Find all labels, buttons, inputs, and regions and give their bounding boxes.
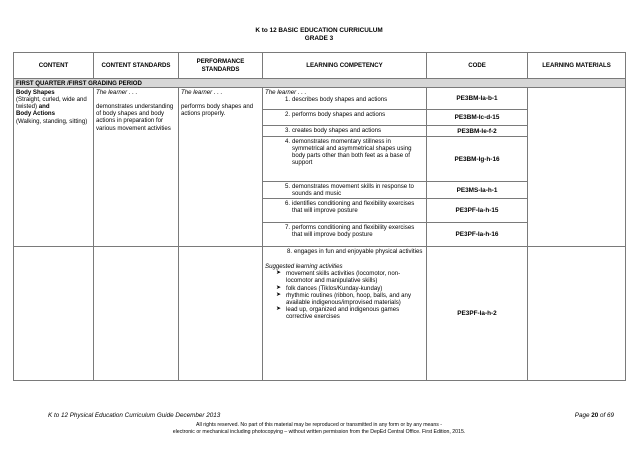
competency-text: identifies conditioning and flexibility exercises that will improve posture (292, 199, 415, 214)
col-header-code: CODE (427, 53, 528, 79)
content-cell (14, 88, 94, 247)
code-cell: PE3BM-Ig-h-16 (427, 137, 528, 182)
materials-cell (528, 88, 626, 247)
page-number: Page 20 of 69 (574, 412, 614, 419)
performance-standards-text: performs body shapes and actions properly. (181, 102, 254, 118)
suggested-list (276, 270, 424, 320)
content-standards-intro: The learner . . . (96, 88, 138, 96)
col-header-learning-competency: LEARNING COMPETENCY (263, 53, 427, 79)
competency-cell: 3. creates body shapes and actions (263, 126, 427, 137)
content-cell-empty (14, 247, 94, 381)
competency-text: describes body shapes and actions (292, 95, 388, 103)
code-cell: PE3MS-Ia-h-1 (427, 182, 528, 199)
col-header-content-standards: CONTENT STANDARDS (94, 53, 179, 79)
rights-notice: All rights reserved. No part of this material may be reproduced or transmitted in any form or by any means - electronic or mechanical including photocopying – without written permission from the DepEd Central Office. First Edition, 2015. (172, 422, 466, 435)
arrow-bullet-icon: ➤ (276, 306, 282, 313)
list-item: ➤ movement skills activities (locomotor, non-locomotor and manipulative skills) (276, 270, 401, 285)
content-body-shapes-desc: (Straight, curled, wide and twisted) (16, 95, 87, 111)
list-item: ➤ lead up, organized and indigenous games corrective exercises (276, 306, 400, 321)
performance-standards-cell-empty (179, 247, 263, 381)
code-cell: PE3BM-Ia-b-1 (427, 88, 528, 110)
col-header-performance-standards: PERFORMANCE STANDARDS (179, 53, 263, 79)
code-cell: PE3PF-Ia-h-16 (427, 223, 528, 247)
code-cell: PE3BM-Ie-f-2 (427, 126, 528, 137)
col-header-content: CONTENT (14, 53, 94, 79)
performance-standards-cell (179, 88, 263, 247)
suggested-title: Suggested learning activities (265, 262, 343, 270)
competency-cell: 4. demonstrates momentary stillness in symmetrical and asymmetrical shapes using body parts other than both feet as a base of support (263, 137, 427, 182)
table-row (14, 88, 626, 110)
competency-text: performs conditioning and flexibility exercises that will improve body posture (292, 223, 415, 238)
content-body-actions: Body Actions (16, 110, 56, 118)
code-cell: PE3PF-Ia-h-2 (427, 247, 528, 381)
table-row (14, 247, 626, 381)
competency-text: engages in fun and enjoyable physical activities (294, 247, 423, 255)
list-item: ➤ rhythmic routines (ribbon, hoop, balls, and any available indigenous/improvised materials) (276, 291, 411, 306)
content-body-actions-desc: (Walking, standing, sitting) (16, 117, 88, 125)
content-standards-cell (94, 88, 179, 247)
competency-cell: 2. performs body shapes and actions (263, 110, 427, 126)
page-header (0, 27, 638, 43)
performance-standards-intro: The learner . . . (181, 88, 223, 96)
competency-cell: 5. demonstrates movement skills in response to sounds and music (263, 182, 427, 199)
grade-label: GRADE 3 (304, 35, 334, 42)
competency-cell: 8. engages in fun and enjoyable physical activities Suggested learning activities ➤ movement skills activities (locomotor, non-locomotor and manipulative skills) ➤ folk dances (Tiklos/Kunday-kunday) ➤ rhythmic routines (ribbon, hoop, balls, and any available indigenous/improvised materials) ➤ lead up, organized and indigenous games corrective exercises (263, 247, 427, 381)
competency-intro: The learner . . . (265, 88, 307, 96)
quarter-row (14, 79, 626, 88)
quarter-label: FIRST QUARTER /FIRST GRADING PERIOD (14, 79, 626, 88)
arrow-bullet-icon: ➤ (276, 284, 282, 291)
competency-text: creates body shapes and actions (292, 126, 382, 134)
footer-guide-title: K to 12 Physical Education Curriculum Guide December 2013 (48, 412, 221, 419)
materials-cell-empty (528, 247, 626, 381)
competency-cell: The learner . . . 1. describes body shapes and actions (263, 88, 427, 110)
competency-text: demonstrates momentary stillness in symmetrical and asymmetrical shapes using body parts other than both feet as a base of support (292, 137, 412, 167)
document-title: K to 12 BASIC EDUCATION CURRICULUM (255, 27, 383, 34)
curriculum-table (13, 52, 626, 381)
competency-cell: 6. identifies conditioning and flexibility exercises that will improve posture (263, 199, 427, 223)
arrow-bullet-icon: ➤ (276, 291, 282, 298)
list-item: ➤ folk dances (Tiklos/Kunday-kunday) (276, 284, 383, 292)
competency-text: demonstrates movement skills in response to sounds and music (292, 182, 414, 197)
arrow-bullet-icon: ➤ (276, 270, 282, 277)
col-header-learning-materials: LEARNING MATERIALS (528, 53, 626, 79)
content-body-shapes: Body Shapes (16, 88, 55, 96)
competency-cell: 7. performs conditioning and flexibility exercises that will improve body posture (263, 223, 427, 247)
code-cell: PE3PF-Ia-h-15 (427, 199, 528, 223)
content-and: and (38, 103, 50, 111)
table-header-row (14, 53, 626, 79)
code-cell: PE3BM-Ic-d-15 (427, 110, 528, 126)
competency-text: performs body shapes and actions (292, 110, 386, 118)
content-standards-text: demonstrates understanding of body shapes and body actions in preparation for various movement activities (96, 102, 174, 132)
content-standards-cell-empty (94, 247, 179, 381)
